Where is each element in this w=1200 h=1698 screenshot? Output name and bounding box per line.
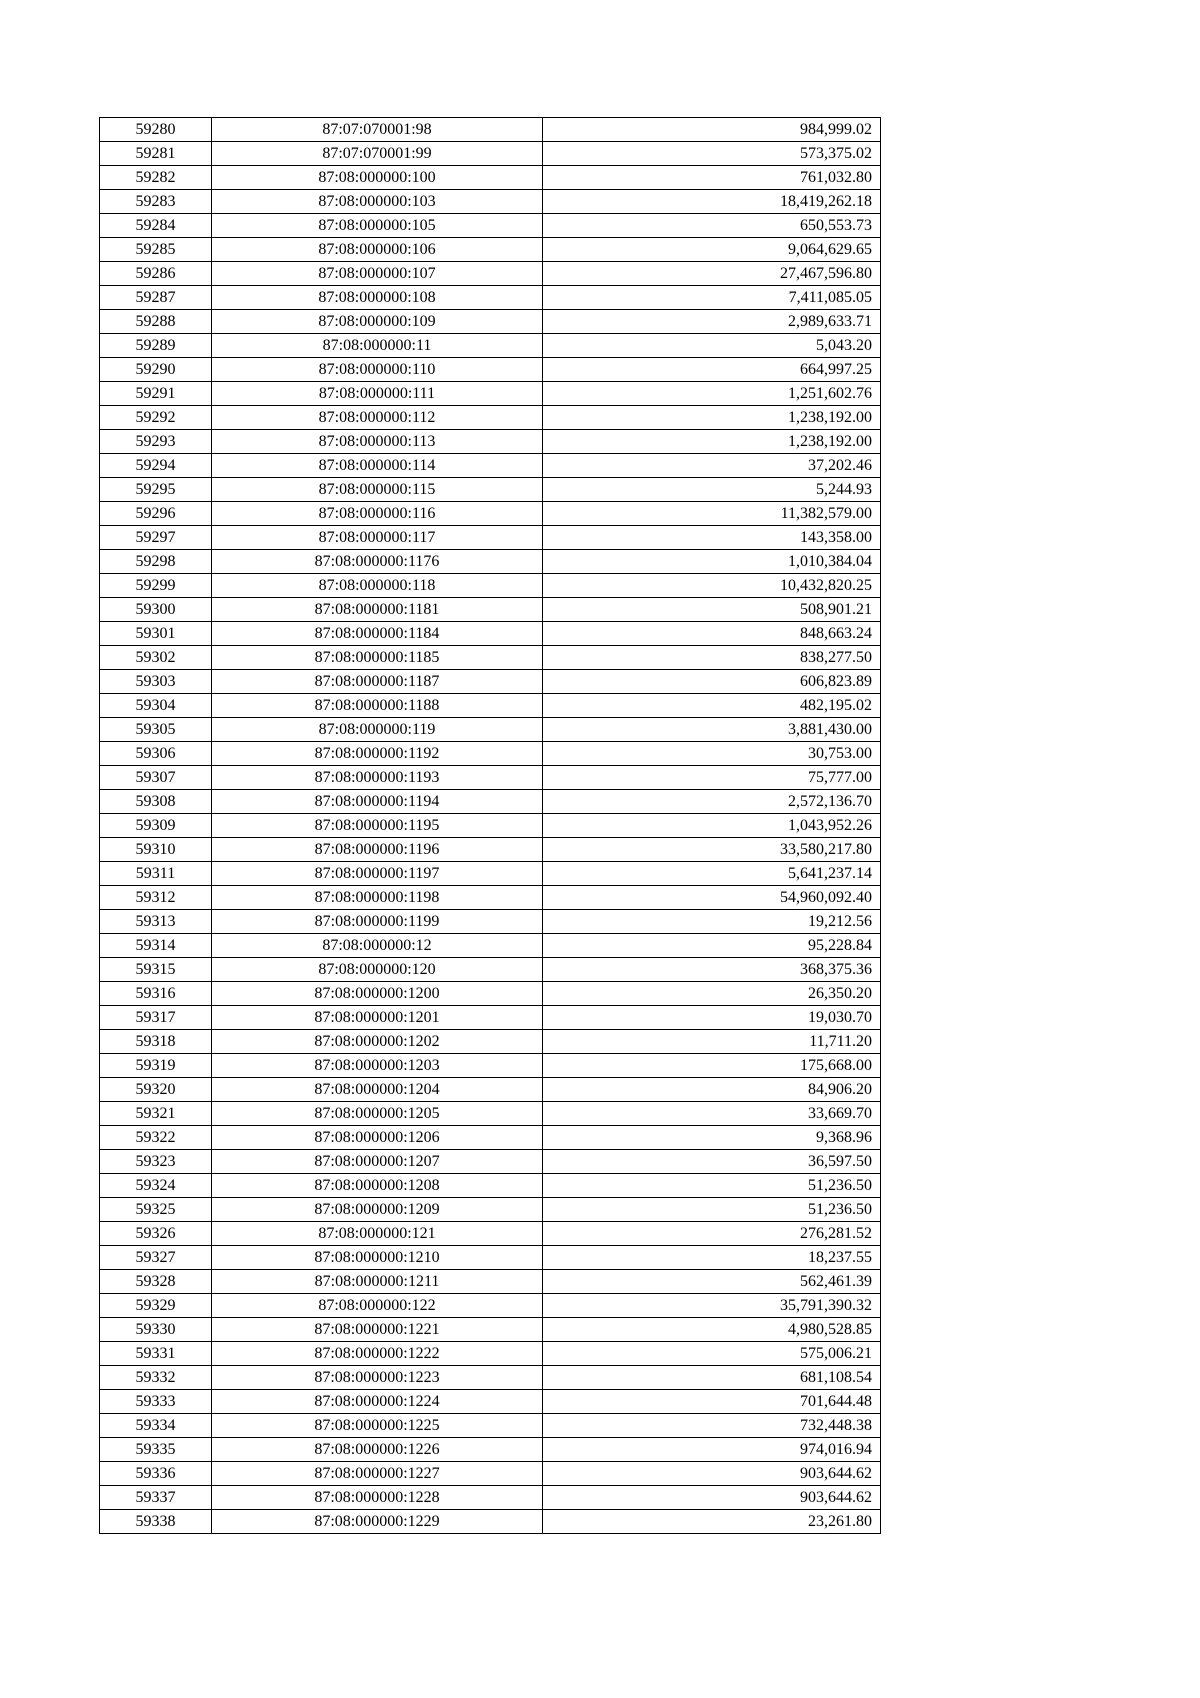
row-number-cell: 59319: [100, 1054, 212, 1078]
cadastral-number-cell: 87:08:000000:109: [212, 310, 543, 334]
cadastral-number-cell: 87:08:000000:111: [212, 382, 543, 406]
value-cell: 482,195.02: [543, 694, 881, 718]
value-cell: 75,777.00: [543, 766, 881, 790]
row-number-cell: 59323: [100, 1150, 212, 1174]
table-row: [100, 262, 881, 286]
table-row: [100, 910, 881, 934]
value-cell: 9,368.96: [543, 1126, 881, 1150]
value-cell: 903,644.62: [543, 1462, 881, 1486]
row-number-cell: 59286: [100, 262, 212, 286]
table-row: [100, 1102, 881, 1126]
row-number-cell: 59316: [100, 982, 212, 1006]
row-number-cell: 59298: [100, 550, 212, 574]
cadastral-number-cell: 87:08:000000:1206: [212, 1126, 543, 1150]
cadastral-number-cell: 87:07:070001:99: [212, 142, 543, 166]
row-number-cell: 59325: [100, 1198, 212, 1222]
table-row: [100, 1246, 881, 1270]
cadastral-number-cell: 87:08:000000:121: [212, 1222, 543, 1246]
value-cell: 3,881,430.00: [543, 718, 881, 742]
cadastral-number-cell: 87:08:000000:114: [212, 454, 543, 478]
table-row: [100, 1438, 881, 1462]
value-cell: 33,669.70: [543, 1102, 881, 1126]
cadastral-number-cell: 87:08:000000:119: [212, 718, 543, 742]
table-row: [100, 1510, 881, 1534]
value-cell: 508,901.21: [543, 598, 881, 622]
value-cell: 5,641,237.14: [543, 862, 881, 886]
value-cell: 664,997.25: [543, 358, 881, 382]
cadastral-number-cell: 87:08:000000:1188: [212, 694, 543, 718]
cadastral-number-cell: 87:08:000000:1223: [212, 1366, 543, 1390]
value-cell: 2,989,633.71: [543, 310, 881, 334]
table-row: [100, 1174, 881, 1198]
row-number-cell: 59334: [100, 1414, 212, 1438]
value-cell: 732,448.38: [543, 1414, 881, 1438]
row-number-cell: 59310: [100, 838, 212, 862]
cadastral-number-cell: 87:08:000000:105: [212, 214, 543, 238]
value-cell: 7,411,085.05: [543, 286, 881, 310]
row-number-cell: 59285: [100, 238, 212, 262]
cadastral-number-cell: 87:08:000000:1222: [212, 1342, 543, 1366]
cadastral-number-cell: 87:08:000000:112: [212, 406, 543, 430]
value-cell: 26,350.20: [543, 982, 881, 1006]
cadastral-number-cell: 87:08:000000:116: [212, 502, 543, 526]
cadastral-number-cell: 87:08:000000:1196: [212, 838, 543, 862]
value-cell: 562,461.39: [543, 1270, 881, 1294]
cadastral-number-cell: 87:08:000000:1208: [212, 1174, 543, 1198]
cadastral-number-cell: 87:08:000000:1198: [212, 886, 543, 910]
cadastral-value-table: [99, 117, 881, 1534]
row-number-cell: 59301: [100, 622, 212, 646]
cadastral-number-cell: 87:07:070001:98: [212, 118, 543, 142]
table-row: [100, 382, 881, 406]
row-number-cell: 59288: [100, 310, 212, 334]
cadastral-number-cell: 87:08:000000:103: [212, 190, 543, 214]
cadastral-number-cell: 87:08:000000:108: [212, 286, 543, 310]
table-row: [100, 622, 881, 646]
value-cell: 143,358.00: [543, 526, 881, 550]
row-number-cell: 59296: [100, 502, 212, 526]
value-cell: 19,030.70: [543, 1006, 881, 1030]
cadastral-number-cell: 87:08:000000:1184: [212, 622, 543, 646]
cadastral-number-cell: 87:08:000000:1229: [212, 1510, 543, 1534]
cadastral-number-cell: 87:08:000000:1228: [212, 1486, 543, 1510]
value-cell: 848,663.24: [543, 622, 881, 646]
value-cell: 681,108.54: [543, 1366, 881, 1390]
cadastral-number-cell: 87:08:000000:1211: [212, 1270, 543, 1294]
table-row: [100, 430, 881, 454]
cadastral-number-cell: 87:08:000000:1205: [212, 1102, 543, 1126]
table-row: [100, 598, 881, 622]
value-cell: 984,999.02: [543, 118, 881, 142]
table-row: [100, 1462, 881, 1486]
cadastral-number-cell: 87:08:000000:1226: [212, 1438, 543, 1462]
value-cell: 95,228.84: [543, 934, 881, 958]
table-row: [100, 502, 881, 526]
table-row: [100, 334, 881, 358]
value-cell: 51,236.50: [543, 1198, 881, 1222]
table-row: [100, 1342, 881, 1366]
row-number-cell: 59308: [100, 790, 212, 814]
row-number-cell: 59289: [100, 334, 212, 358]
row-number-cell: 59304: [100, 694, 212, 718]
value-cell: 606,823.89: [543, 670, 881, 694]
cadastral-number-cell: 87:08:000000:1202: [212, 1030, 543, 1054]
row-number-cell: 59333: [100, 1390, 212, 1414]
table-row: [100, 214, 881, 238]
row-number-cell: 59311: [100, 862, 212, 886]
cadastral-number-cell: 87:08:000000:115: [212, 478, 543, 502]
value-cell: 701,644.48: [543, 1390, 881, 1414]
table-row: [100, 1126, 881, 1150]
row-number-cell: 59292: [100, 406, 212, 430]
value-cell: 84,906.20: [543, 1078, 881, 1102]
cadastral-number-cell: 87:08:000000:1192: [212, 742, 543, 766]
value-cell: 37,202.46: [543, 454, 881, 478]
cadastral-number-cell: 87:08:000000:1227: [212, 1462, 543, 1486]
row-number-cell: 59335: [100, 1438, 212, 1462]
value-cell: 10,432,820.25: [543, 574, 881, 598]
table-row: [100, 934, 881, 958]
cadastral-number-cell: 87:08:000000:1195: [212, 814, 543, 838]
row-number-cell: 59318: [100, 1030, 212, 1054]
row-number-cell: 59312: [100, 886, 212, 910]
row-number-cell: 59330: [100, 1318, 212, 1342]
row-number-cell: 59322: [100, 1126, 212, 1150]
table-row: [100, 982, 881, 1006]
cadastral-number-cell: 87:08:000000:1225: [212, 1414, 543, 1438]
cadastral-number-cell: 87:08:000000:1176: [212, 550, 543, 574]
value-cell: 276,281.52: [543, 1222, 881, 1246]
value-cell: 838,277.50: [543, 646, 881, 670]
row-number-cell: 59320: [100, 1078, 212, 1102]
table-row: [100, 670, 881, 694]
row-number-cell: 59336: [100, 1462, 212, 1486]
table-row: [100, 1414, 881, 1438]
cadastral-number-cell: 87:08:000000:1203: [212, 1054, 543, 1078]
table-row: [100, 1486, 881, 1510]
table-row: [100, 574, 881, 598]
cadastral-number-cell: 87:08:000000:110: [212, 358, 543, 382]
value-cell: 5,043.20: [543, 334, 881, 358]
row-number-cell: 59281: [100, 142, 212, 166]
value-cell: 1,251,602.76: [543, 382, 881, 406]
value-cell: 23,261.80: [543, 1510, 881, 1534]
value-cell: 573,375.02: [543, 142, 881, 166]
row-number-cell: 59315: [100, 958, 212, 982]
cadastral-number-cell: 87:08:000000:1193: [212, 766, 543, 790]
table-row: [100, 286, 881, 310]
cadastral-number-cell: 87:08:000000:122: [212, 1294, 543, 1318]
row-number-cell: 59326: [100, 1222, 212, 1246]
table-row: [100, 1222, 881, 1246]
cadastral-number-cell: 87:08:000000:1200: [212, 982, 543, 1006]
value-cell: 9,064,629.65: [543, 238, 881, 262]
table-body: [100, 118, 881, 1534]
row-number-cell: 59338: [100, 1510, 212, 1534]
value-cell: 1,010,384.04: [543, 550, 881, 574]
table-row: [100, 358, 881, 382]
value-cell: 4,980,528.85: [543, 1318, 881, 1342]
row-number-cell: 59299: [100, 574, 212, 598]
cadastral-number-cell: 87:08:000000:1210: [212, 1246, 543, 1270]
value-cell: 30,753.00: [543, 742, 881, 766]
table-row: [100, 1198, 881, 1222]
row-number-cell: 59324: [100, 1174, 212, 1198]
value-cell: 33,580,217.80: [543, 838, 881, 862]
value-cell: 54,960,092.40: [543, 886, 881, 910]
row-number-cell: 59313: [100, 910, 212, 934]
row-number-cell: 59295: [100, 478, 212, 502]
cadastral-number-cell: 87:08:000000:120: [212, 958, 543, 982]
row-number-cell: 59293: [100, 430, 212, 454]
value-cell: 2,572,136.70: [543, 790, 881, 814]
table-row: [100, 190, 881, 214]
cadastral-number-cell: 87:08:000000:1187: [212, 670, 543, 694]
value-cell: 35,791,390.32: [543, 1294, 881, 1318]
table-row: [100, 1318, 881, 1342]
table-row: [100, 166, 881, 190]
table-row: [100, 1366, 881, 1390]
row-number-cell: 59314: [100, 934, 212, 958]
row-number-cell: 59303: [100, 670, 212, 694]
row-number-cell: 59294: [100, 454, 212, 478]
table-row: [100, 766, 881, 790]
table-row: [100, 406, 881, 430]
table-row: [100, 118, 881, 142]
table-row: [100, 886, 881, 910]
cadastral-number-cell: 87:08:000000:106: [212, 238, 543, 262]
table-row: [100, 1390, 881, 1414]
value-cell: 575,006.21: [543, 1342, 881, 1366]
row-number-cell: 59331: [100, 1342, 212, 1366]
value-cell: 903,644.62: [543, 1486, 881, 1510]
table-row: [100, 1006, 881, 1030]
row-number-cell: 59327: [100, 1246, 212, 1270]
value-cell: 974,016.94: [543, 1438, 881, 1462]
table-row: [100, 742, 881, 766]
row-number-cell: 59282: [100, 166, 212, 190]
value-cell: 36,597.50: [543, 1150, 881, 1174]
table-row: [100, 718, 881, 742]
table-row: [100, 142, 881, 166]
cadastral-number-cell: 87:08:000000:107: [212, 262, 543, 286]
table-row: [100, 1270, 881, 1294]
row-number-cell: 59297: [100, 526, 212, 550]
row-number-cell: 59309: [100, 814, 212, 838]
row-number-cell: 59291: [100, 382, 212, 406]
cadastral-number-cell: 87:08:000000:118: [212, 574, 543, 598]
table-row: [100, 790, 881, 814]
row-number-cell: 59290: [100, 358, 212, 382]
row-number-cell: 59300: [100, 598, 212, 622]
cadastral-number-cell: 87:08:000000:11: [212, 334, 543, 358]
row-number-cell: 59280: [100, 118, 212, 142]
value-cell: 18,237.55: [543, 1246, 881, 1270]
row-number-cell: 59302: [100, 646, 212, 670]
table-row: [100, 478, 881, 502]
row-number-cell: 59317: [100, 1006, 212, 1030]
value-cell: 368,375.36: [543, 958, 881, 982]
table-row: [100, 814, 881, 838]
cadastral-number-cell: 87:08:000000:1221: [212, 1318, 543, 1342]
row-number-cell: 59337: [100, 1486, 212, 1510]
value-cell: 18,419,262.18: [543, 190, 881, 214]
table-row: [100, 526, 881, 550]
table-row: [100, 238, 881, 262]
table-row: [100, 1150, 881, 1174]
value-cell: 650,553.73: [543, 214, 881, 238]
row-number-cell: 59321: [100, 1102, 212, 1126]
cadastral-number-cell: 87:08:000000:1194: [212, 790, 543, 814]
cadastral-number-cell: 87:08:000000:12: [212, 934, 543, 958]
cadastral-number-cell: 87:08:000000:1204: [212, 1078, 543, 1102]
table-row: [100, 694, 881, 718]
row-number-cell: 59329: [100, 1294, 212, 1318]
value-cell: 11,711.20: [543, 1030, 881, 1054]
table-row: [100, 862, 881, 886]
row-number-cell: 59283: [100, 190, 212, 214]
table-row: [100, 310, 881, 334]
row-number-cell: 59328: [100, 1270, 212, 1294]
cadastral-number-cell: 87:08:000000:113: [212, 430, 543, 454]
cadastral-number-cell: 87:08:000000:1201: [212, 1006, 543, 1030]
row-number-cell: 59332: [100, 1366, 212, 1390]
value-cell: 19,212.56: [543, 910, 881, 934]
table-row: [100, 1294, 881, 1318]
row-number-cell: 59305: [100, 718, 212, 742]
value-cell: 761,032.80: [543, 166, 881, 190]
table-row: [100, 646, 881, 670]
cadastral-number-cell: 87:08:000000:1185: [212, 646, 543, 670]
cadastral-number-cell: 87:08:000000:1207: [212, 1150, 543, 1174]
value-cell: 1,238,192.00: [543, 430, 881, 454]
table-row: [100, 838, 881, 862]
value-cell: 1,043,952.26: [543, 814, 881, 838]
table-row: [100, 1078, 881, 1102]
table-row: [100, 550, 881, 574]
value-cell: 51,236.50: [543, 1174, 881, 1198]
value-cell: 175,668.00: [543, 1054, 881, 1078]
row-number-cell: 59284: [100, 214, 212, 238]
table-row: [100, 1054, 881, 1078]
row-number-cell: 59307: [100, 766, 212, 790]
table-row: [100, 1030, 881, 1054]
table-row: [100, 454, 881, 478]
row-number-cell: 59287: [100, 286, 212, 310]
value-cell: 1,238,192.00: [543, 406, 881, 430]
cadastral-number-cell: 87:08:000000:1197: [212, 862, 543, 886]
cadastral-number-cell: 87:08:000000:1181: [212, 598, 543, 622]
row-number-cell: 59306: [100, 742, 212, 766]
cadastral-number-cell: 87:08:000000:117: [212, 526, 543, 550]
cadastral-number-cell: 87:08:000000:100: [212, 166, 543, 190]
value-cell: 5,244.93: [543, 478, 881, 502]
value-cell: 27,467,596.80: [543, 262, 881, 286]
table-row: [100, 958, 881, 982]
cadastral-number-cell: 87:08:000000:1209: [212, 1198, 543, 1222]
cadastral-number-cell: 87:08:000000:1224: [212, 1390, 543, 1414]
cadastral-number-cell: 87:08:000000:1199: [212, 910, 543, 934]
value-cell: 11,382,579.00: [543, 502, 881, 526]
